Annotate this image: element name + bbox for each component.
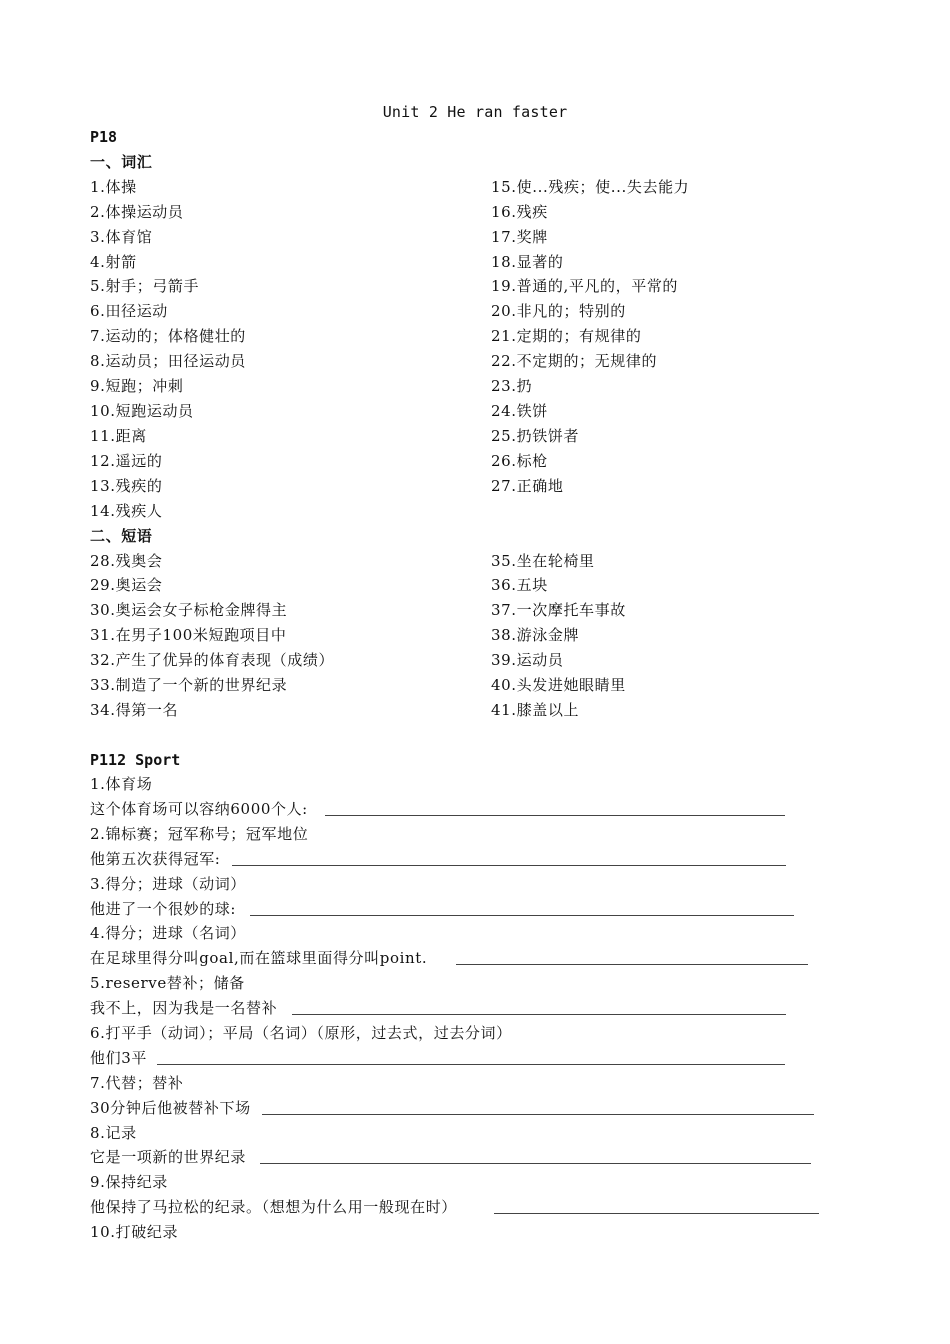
sport-sentence: 我不上，因为我是一名替补	[90, 999, 278, 1017]
sport-sentence: 他进了一个很妙的球:	[90, 900, 237, 918]
sport-term: 2.锦标赛；冠军称号；冠军地位	[90, 825, 309, 843]
vocab-item: 16.残疾	[491, 203, 548, 221]
vocab-item: 4.射箭	[90, 253, 137, 271]
answer-blank[interactable]	[292, 1014, 786, 1015]
sport-sentence: 它是一项新的世界纪录	[90, 1148, 247, 1166]
vocab-item: 3.体育馆	[90, 228, 153, 246]
vocab-item: 23.扔	[491, 377, 533, 395]
vocab-item: 10.短跑运动员	[90, 402, 194, 420]
sport-term: 5.reserve替补；储备	[90, 974, 245, 992]
sport-term: 9.保持纪录	[90, 1173, 168, 1191]
phrase-item: 36.五块	[491, 576, 548, 594]
phrase-item: 29.奥运会	[90, 576, 163, 594]
sport-sentence: 他保持了马拉松的纪录。（想想为什么用一般现在时）	[90, 1198, 457, 1216]
vocab-item: 5.射手；弓箭手	[90, 277, 200, 295]
sport-term: 3.得分；进球（动词）	[90, 875, 246, 893]
vocab-item: 20.非凡的；特别的	[491, 302, 626, 320]
vocab-item: 9.短跑；冲刺	[90, 377, 184, 395]
vocab-item: 15.使...残疾；使...失去能力	[491, 178, 690, 196]
phrase-item: 35.坐在轮椅里	[491, 552, 595, 570]
vocab-item: 21.定期的；有规律的	[491, 327, 642, 345]
sport-term: 4.得分；进球（名词）	[90, 924, 246, 942]
phrase-item: 33.制造了一个新的世界纪录	[90, 676, 288, 694]
phrase-item: 30.奥运会女子标枪金牌得主	[90, 601, 288, 619]
answer-blank[interactable]	[262, 1114, 814, 1115]
vocab-item: 18.显著的	[491, 253, 564, 271]
sport-term: 6.打平手（动词）；平局（名词）（原形，过去式，过去分词）	[90, 1024, 512, 1042]
phrase-item: 37.一次摩托车事故	[491, 601, 626, 619]
vocab-item: 17.奖牌	[491, 228, 548, 246]
sport-sentence: 这个体育场可以容纳6000个人:	[90, 800, 308, 818]
vocab-item: 19.普通的,平凡的，平常的	[491, 277, 679, 295]
answer-blank[interactable]	[157, 1064, 785, 1065]
vocab-item: 27.正确地	[491, 477, 564, 495]
vocab-item: 1.体操	[90, 178, 137, 196]
sport-term: 1.体育场	[90, 775, 153, 793]
sport-sentence: 30分钟后他被替补下场	[90, 1099, 251, 1117]
phrase-item: 31.在男子100米短跑项目中	[90, 626, 287, 644]
vocab-item: 6.田径运动	[90, 302, 168, 320]
phrase-item: 40.头发进她眼睛里	[491, 676, 626, 694]
vocab-item: 26.标枪	[491, 452, 548, 470]
section-heading-vocabulary: 一、词汇	[90, 153, 153, 171]
answer-blank[interactable]	[250, 915, 794, 916]
vocab-item: 24.铁饼	[491, 402, 548, 420]
answer-blank[interactable]	[232, 865, 786, 866]
page-title: Unit 2 He ran faster	[382, 103, 568, 121]
sport-sentence: 他们3平	[90, 1049, 147, 1067]
page-ref-p18: P18	[90, 128, 118, 146]
vocab-item: 25.扔铁饼者	[491, 427, 580, 445]
answer-blank[interactable]	[494, 1213, 819, 1214]
sport-term: 8.记录	[90, 1124, 137, 1142]
phrase-item: 38.游泳金牌	[491, 626, 580, 644]
phrase-item: 34.得第一名	[90, 701, 179, 719]
phrase-item: 41.膝盖以上	[491, 701, 580, 719]
answer-blank[interactable]	[456, 964, 808, 965]
vocab-item: 2.体操运动员	[90, 203, 184, 221]
sport-sentence: 他第五次获得冠军:	[90, 850, 221, 868]
vocab-item: 22.不定期的；无规律的	[491, 352, 658, 370]
vocab-item: 12.遥远的	[90, 452, 163, 470]
phrase-item: 39.运动员	[491, 651, 564, 669]
vocab-item: 14.残疾人	[90, 502, 163, 520]
sport-term: 10.打破纪录	[90, 1223, 179, 1241]
vocab-item: 7.运动的；体格健壮的	[90, 327, 246, 345]
phrase-item: 28.残奥会	[90, 552, 163, 570]
sport-sentence: 在足球里得分叫goal,而在篮球里面得分叫point.	[90, 949, 428, 967]
vocab-item: 13.残疾的	[90, 477, 163, 495]
section-heading-phrases: 二、短语	[90, 527, 153, 545]
page-ref-p112: P112 Sport	[90, 751, 181, 769]
sport-term: 7.代替；替补	[90, 1074, 184, 1092]
vocab-item: 8.运动员；田径运动员	[90, 352, 246, 370]
answer-blank[interactable]	[325, 815, 785, 816]
phrase-item: 32.产生了优异的体育表现（成绩）	[90, 651, 335, 669]
vocab-item: 11.距离	[90, 427, 147, 445]
answer-blank[interactable]	[260, 1163, 811, 1164]
